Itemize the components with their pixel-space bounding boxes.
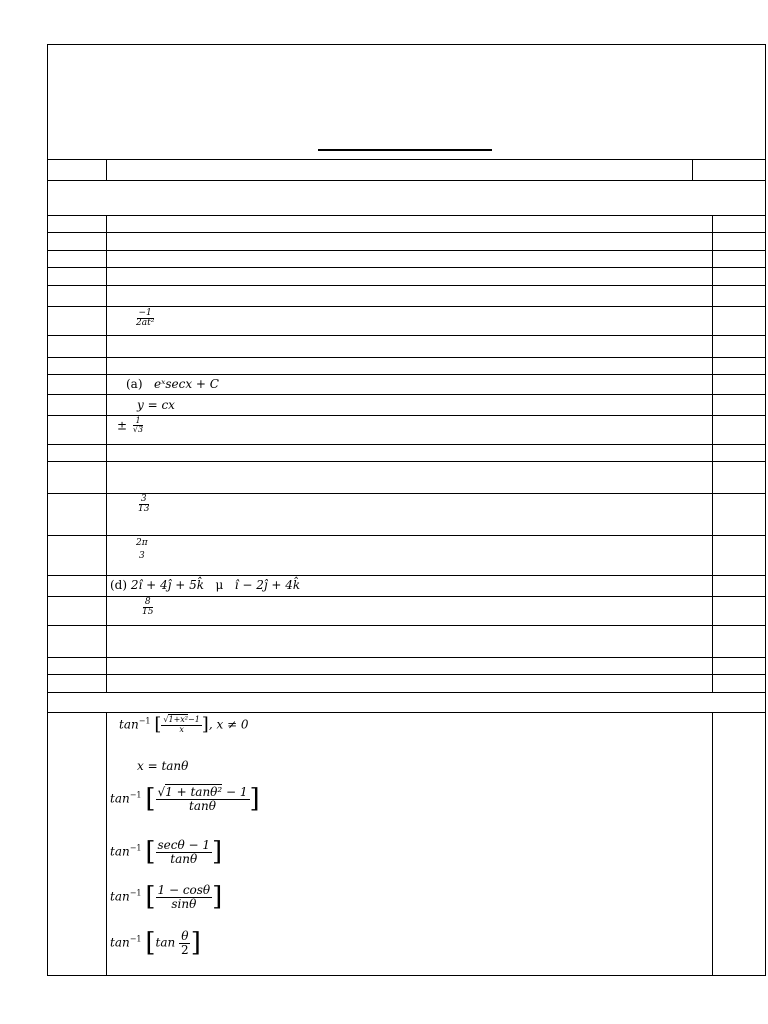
col-rule bbox=[692, 159, 693, 180]
row-rule bbox=[47, 357, 766, 358]
row-rule bbox=[47, 394, 766, 395]
row-rule bbox=[47, 575, 766, 576]
row-rule bbox=[47, 535, 766, 536]
row-rule bbox=[47, 180, 766, 181]
answer-vectors: (d) 2î + 4ĵ + 5k̂ μ î − 2ĵ + 4k̂ bbox=[110, 578, 301, 592]
row-rule bbox=[47, 374, 766, 375]
row-rule bbox=[47, 232, 766, 233]
solution-line-4: $\tan^{-1}$ [ $\frac{\sec\theta - 1}{\tan\theta}$ ] bbox=[110, 837, 223, 868]
col-rule bbox=[106, 712, 107, 976]
row-rule bbox=[47, 306, 766, 307]
col-rule bbox=[712, 712, 713, 976]
row-rule bbox=[47, 285, 766, 286]
answer-fraction: $\frac{8}{15}$ bbox=[142, 597, 154, 618]
col-rule bbox=[106, 159, 107, 180]
answer-diff-eq: y = cx bbox=[137, 398, 175, 412]
row-rule bbox=[47, 444, 766, 445]
col-rule bbox=[712, 215, 713, 692]
solution-line-6: $\tan^{-1} [\tan$ $\frac{\theta}{2}$ ] bbox=[110, 928, 201, 959]
answer-probability: $\frac{3}{13}$ bbox=[138, 494, 150, 515]
row-rule bbox=[47, 267, 766, 268]
row-rule bbox=[47, 596, 766, 597]
answer-angle: 2π 3 bbox=[136, 538, 148, 561]
row-rule bbox=[47, 215, 766, 216]
row-rule bbox=[47, 674, 766, 675]
row-rule bbox=[47, 335, 766, 336]
row-rule bbox=[47, 657, 766, 658]
answer-plus-minus: ± $\frac{1}{√3}$ bbox=[117, 416, 144, 435]
answer-limit: $\frac{-1}{\text{2at²}}$ bbox=[136, 308, 155, 329]
row-rule bbox=[47, 692, 766, 693]
row-rule bbox=[47, 461, 766, 462]
solution-line-2: x = tanθ bbox=[137, 759, 189, 773]
row-rule bbox=[47, 625, 766, 626]
row-rule bbox=[47, 415, 766, 416]
row-rule bbox=[47, 712, 766, 713]
solution-line-1: $\tan^{-1}$ [ $\frac{\text{√1+x²−1}}{x}$ ], x ≠ 0 bbox=[119, 714, 249, 735]
answer-integral: (a) eˣsecx + C bbox=[126, 377, 219, 391]
solution-line-3: $\tan^{-1}$ [ $\frac{\text{√1 + tanθ² − 1}}{\tan\theta}$ ] bbox=[110, 784, 260, 815]
solution-line-5: $\tan^{-1}$ [ $\frac{1 - \cos\theta}{\sin\theta}$ ] bbox=[110, 882, 223, 913]
col-rule bbox=[106, 215, 107, 692]
row-rule bbox=[47, 159, 766, 160]
row-rule bbox=[47, 493, 766, 494]
title-underline bbox=[318, 149, 492, 151]
row-rule bbox=[47, 250, 766, 251]
